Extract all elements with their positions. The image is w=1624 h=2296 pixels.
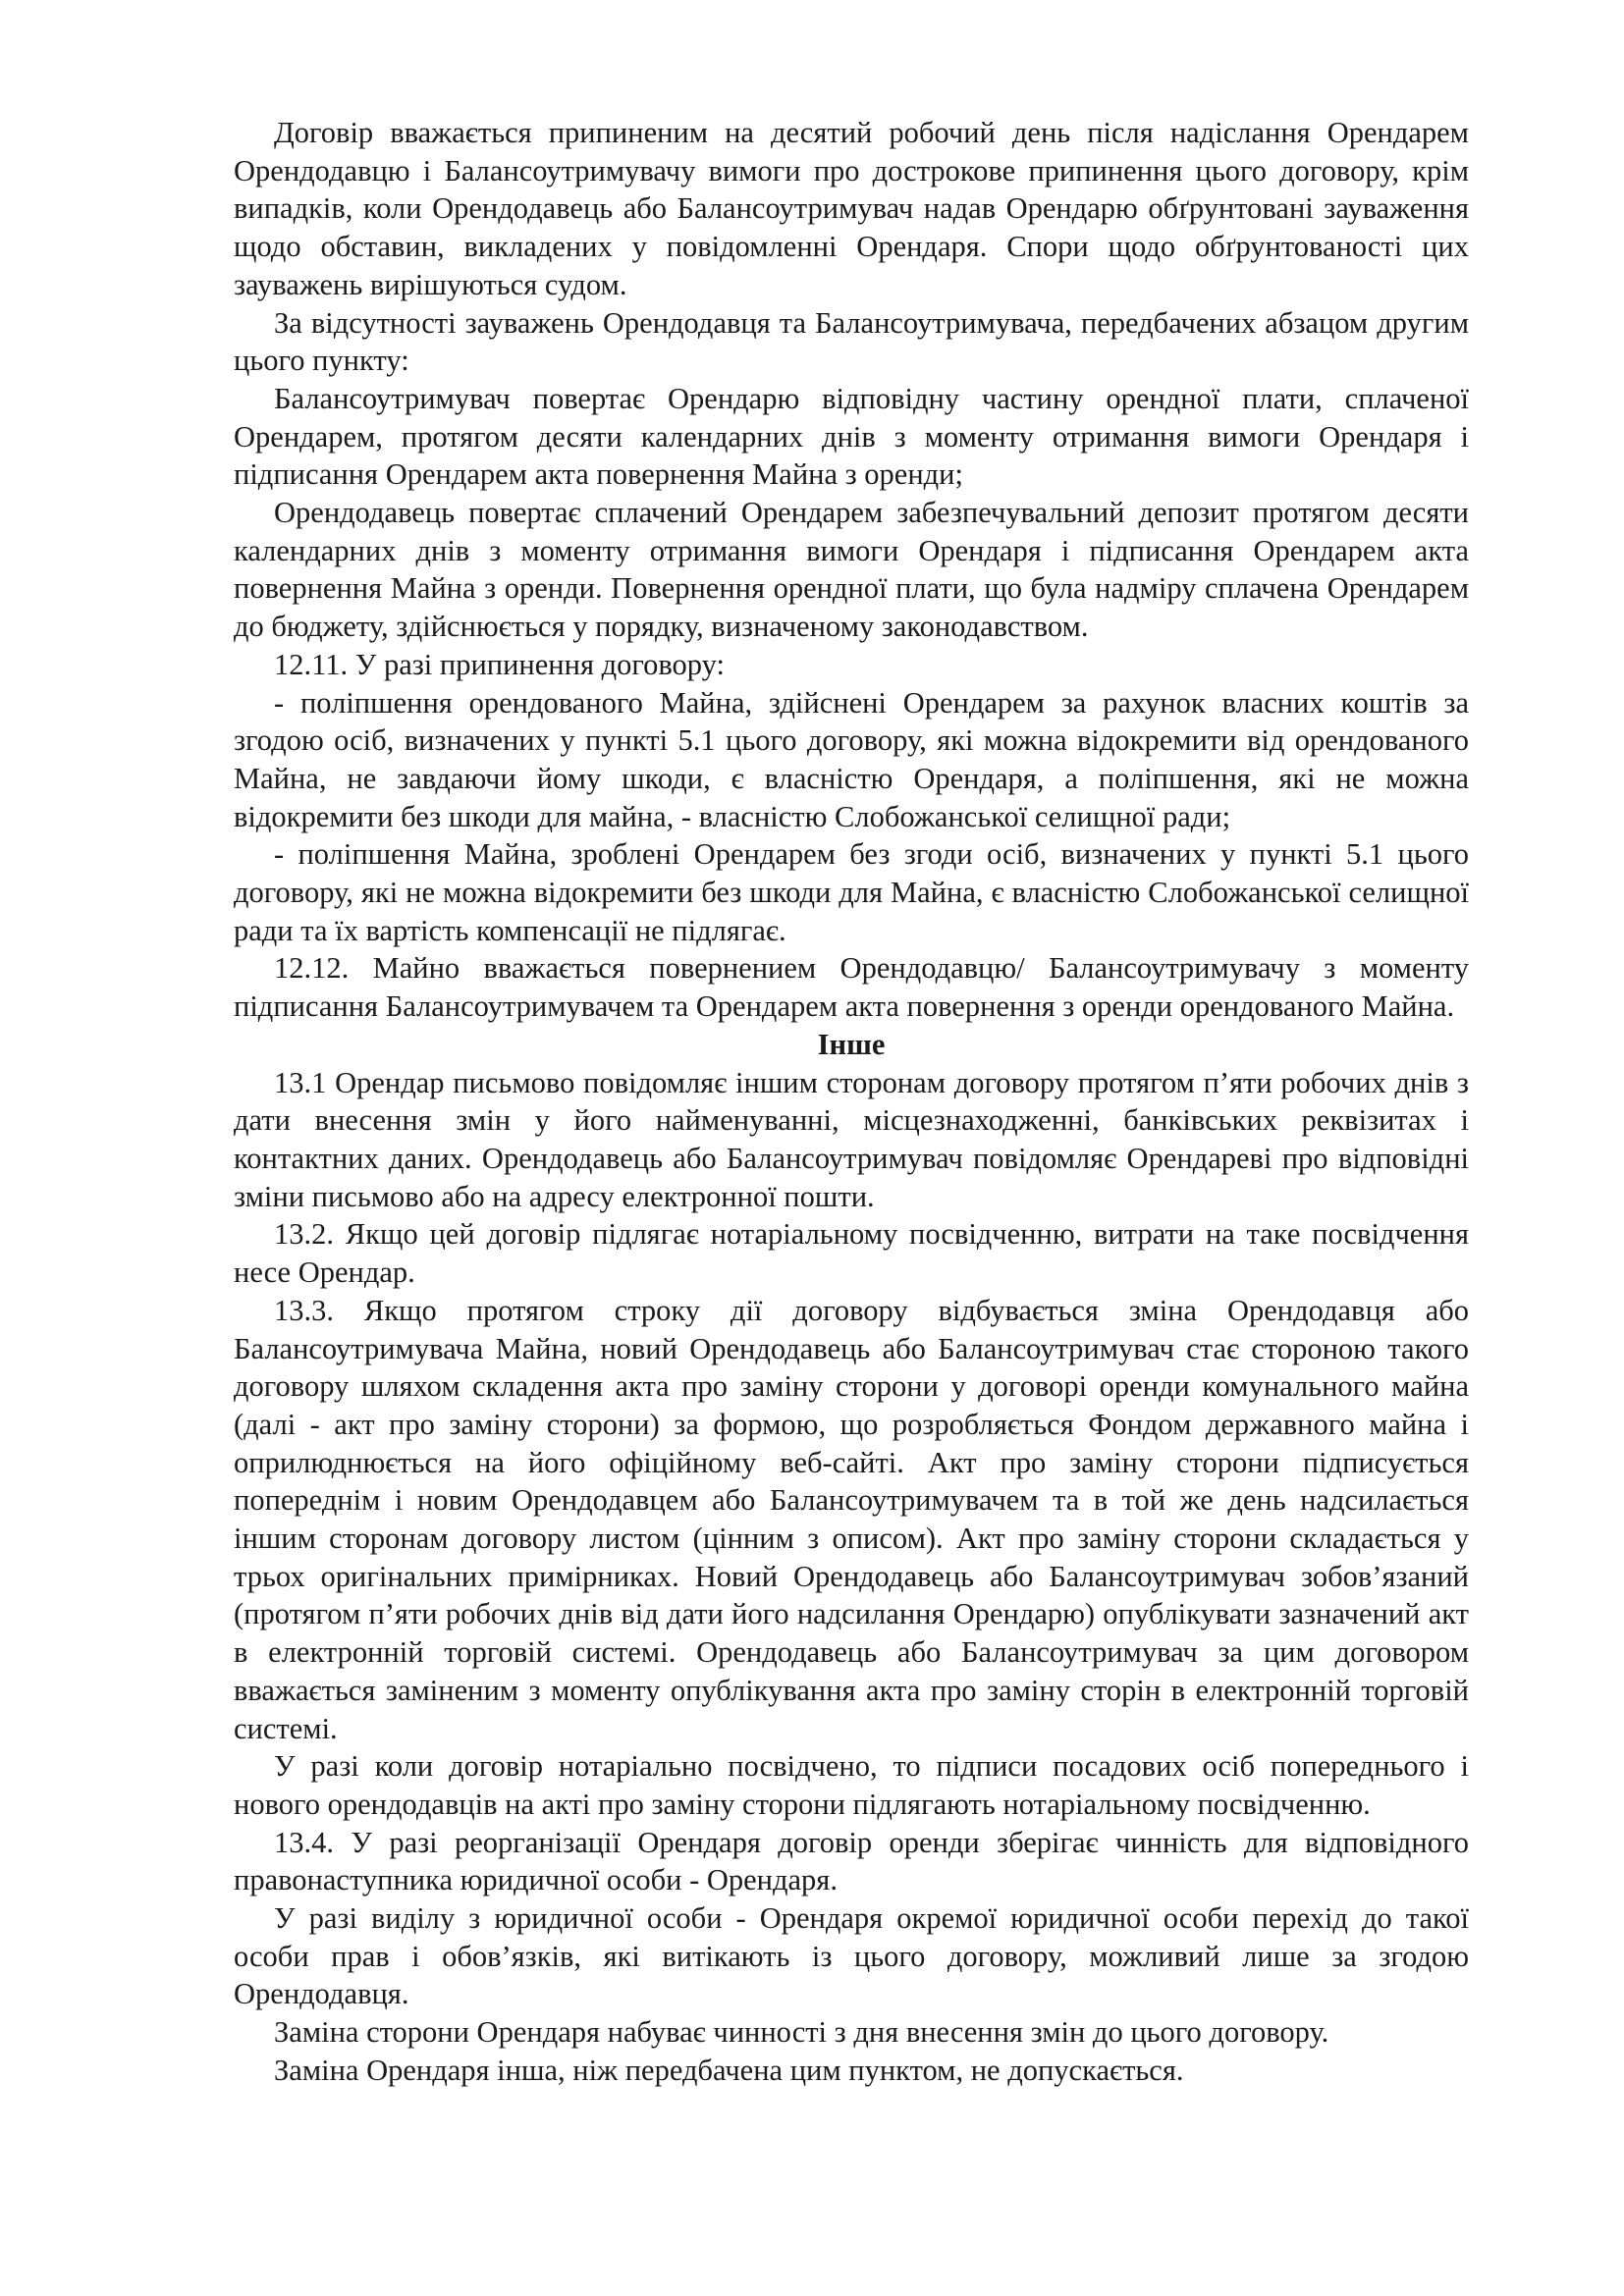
paragraph-13-3: 13.3. Якщо протягом строку дії договору відбувається зміна Орендодавця або Балансоутримувача Майна, новий Орендодавець або Балансоутримувач стає стороною такого договору шляхом складення акта про заміну сторони у договорі оренди комунального майна (далі - акт про заміну сторони) за формою, що розробляється Фондом державного майна і оприлюднюється на його офіційному веб-сайті. Акт про заміну сторони підписується попереднім і новим Орендодавцем або Балансоутримувачем та в той же день надсилається іншим сторонам договору листом (цінним з описом). Акт про заміну сторони складається у трьох оригінальних примірниках. Новий Орендодавець або Балансоутримувач зобов’язаний (протягом п’яти робочих днів від дати його надсилання Орендарю) опублікувати зазначений акт в електронній торговій системі. Орендодавець або Балансоутримувач за цим договором вважається заміненим з моменту опублікування акта про заміну сторін в електронній торговій системі. bbox=[234, 1293, 1469, 1745]
paragraph-replacement-prohibited: Заміна Орендаря інша, ніж передбачена цим пунктом, не допускається. bbox=[274, 2053, 1184, 2087]
paragraph-deposit-refund: Орендодавець повертає сплачений Орендарем забезпечувальний депозит протягом десяти календарних днів з моменту отримання вимоги Орендаря і підписання Орендарем акта повернення Майна з оренди. Повернення орендної плати, що була надміру сплачена Орендарем до бюджету, здійснюється у порядку, визначеному законодавством. bbox=[234, 496, 1469, 644]
paragraph-13-2: 13.2. Якщо цей договір підлягає нотаріальному посвідченню, витрати на таке посвідчення несе Орендар. bbox=[234, 1217, 1469, 1290]
paragraph-13-1: 13.1 Орендар письмово повідомляє іншим сторонам договору протягом п’яти робочих днів з дати внесення змін у його найменуванні, місцезнаходженні, банківських реквізитах і контактних даних. Орендодавець або Балансоутримувач повідомляє Орендареві про відповідні зміни письмово або на адресу електронної пошти. bbox=[234, 1065, 1469, 1213]
paragraph-termination-notice: Договір вважається припиненим на десятий робочий день після надіслання Орендарем Орендодавцю і Балансоутримувачу вимоги про дострокове припинення цього договору, крім випадків, коли Орендодавець або Балансоутримувач надав Орендарю обґрунтовані зауваження щодо обставин, викладених у повідомленні Орендаря. Спори щодо обґрунтованості цих зауважень вирішуються судом. bbox=[234, 116, 1469, 301]
section-heading-other: Інше bbox=[817, 1027, 886, 1061]
paragraph-13-4: 13.4. У разі реорганізації Орендаря договір оренди зберігає чинність для відповідного правонаступника юридичної особи - Орендаря. bbox=[234, 1825, 1469, 1897]
paragraph-12-11: 12.11. У разі припинення договору: bbox=[274, 647, 725, 681]
paragraph-rent-refund: Балансоутримувач повертає Орендарю відповідну частину орендної плати, сплаченої Орендарем, протягом десяти календарних днів з моменту отримання вимоги Орендаря і підписання Орендарем акта повернення Майна з оренди; bbox=[234, 381, 1469, 492]
paragraph-improvements-with-consent: - поліпшення орендованого Майна, здійснені Орендарем за рахунок власних коштів за згодою осіб, визначених у пункті 5.1 цього договору, які можна відокремити від орендованого Майна, не завдаючи йому шкоди, є власністю Орендаря, а поліпшення, які не можна відокремити без шкоди для майна, - власністю Слобожанської селищної ради; bbox=[234, 685, 1469, 833]
paragraph-no-objections: За відсутності зауважень Орендодавця та Балансоутримувача, передбачених абзацом другим цього пункту: bbox=[234, 305, 1469, 378]
document-page bbox=[234, 114, 1469, 2090]
paragraph-12-12: 12.12. Майно вважається повернением Орендодавцю/ Балансоутримувачу з моменту підписання Балансоутримувачем та Орендарем акта повернення з оренди орендованого Майна. bbox=[234, 951, 1469, 1024]
paragraph-notarized-signatures: У разі коли договір нотаріально посвідчено, то підписи посадових осіб попереднього і нового орендодавців на акті про заміну сторони підлягають нотаріальному посвідченню. bbox=[234, 1749, 1469, 1821]
paragraph-replacement-effective: Заміна сторони Орендаря набуває чинності з дня внесення змін до цього договору. bbox=[274, 2015, 1329, 2050]
paragraph-improvements-without-consent: - поліпшення Майна, зроблені Орендарем без згоди осіб, визначених у пункті 5.1 цього договору, які не можна відокремити без шкоди для Майна, є власністю Слобожанської селищної ради та їх вартість компенсації не підлягає. bbox=[234, 837, 1469, 947]
paragraph-separation: У разі виділу з юридичної особи - Орендаря окремої юридичної особи перехід до такої особи прав і обов’язків, які витікають із цього договору, можливий лише за згодою Орендодавця. bbox=[234, 1901, 1469, 2011]
